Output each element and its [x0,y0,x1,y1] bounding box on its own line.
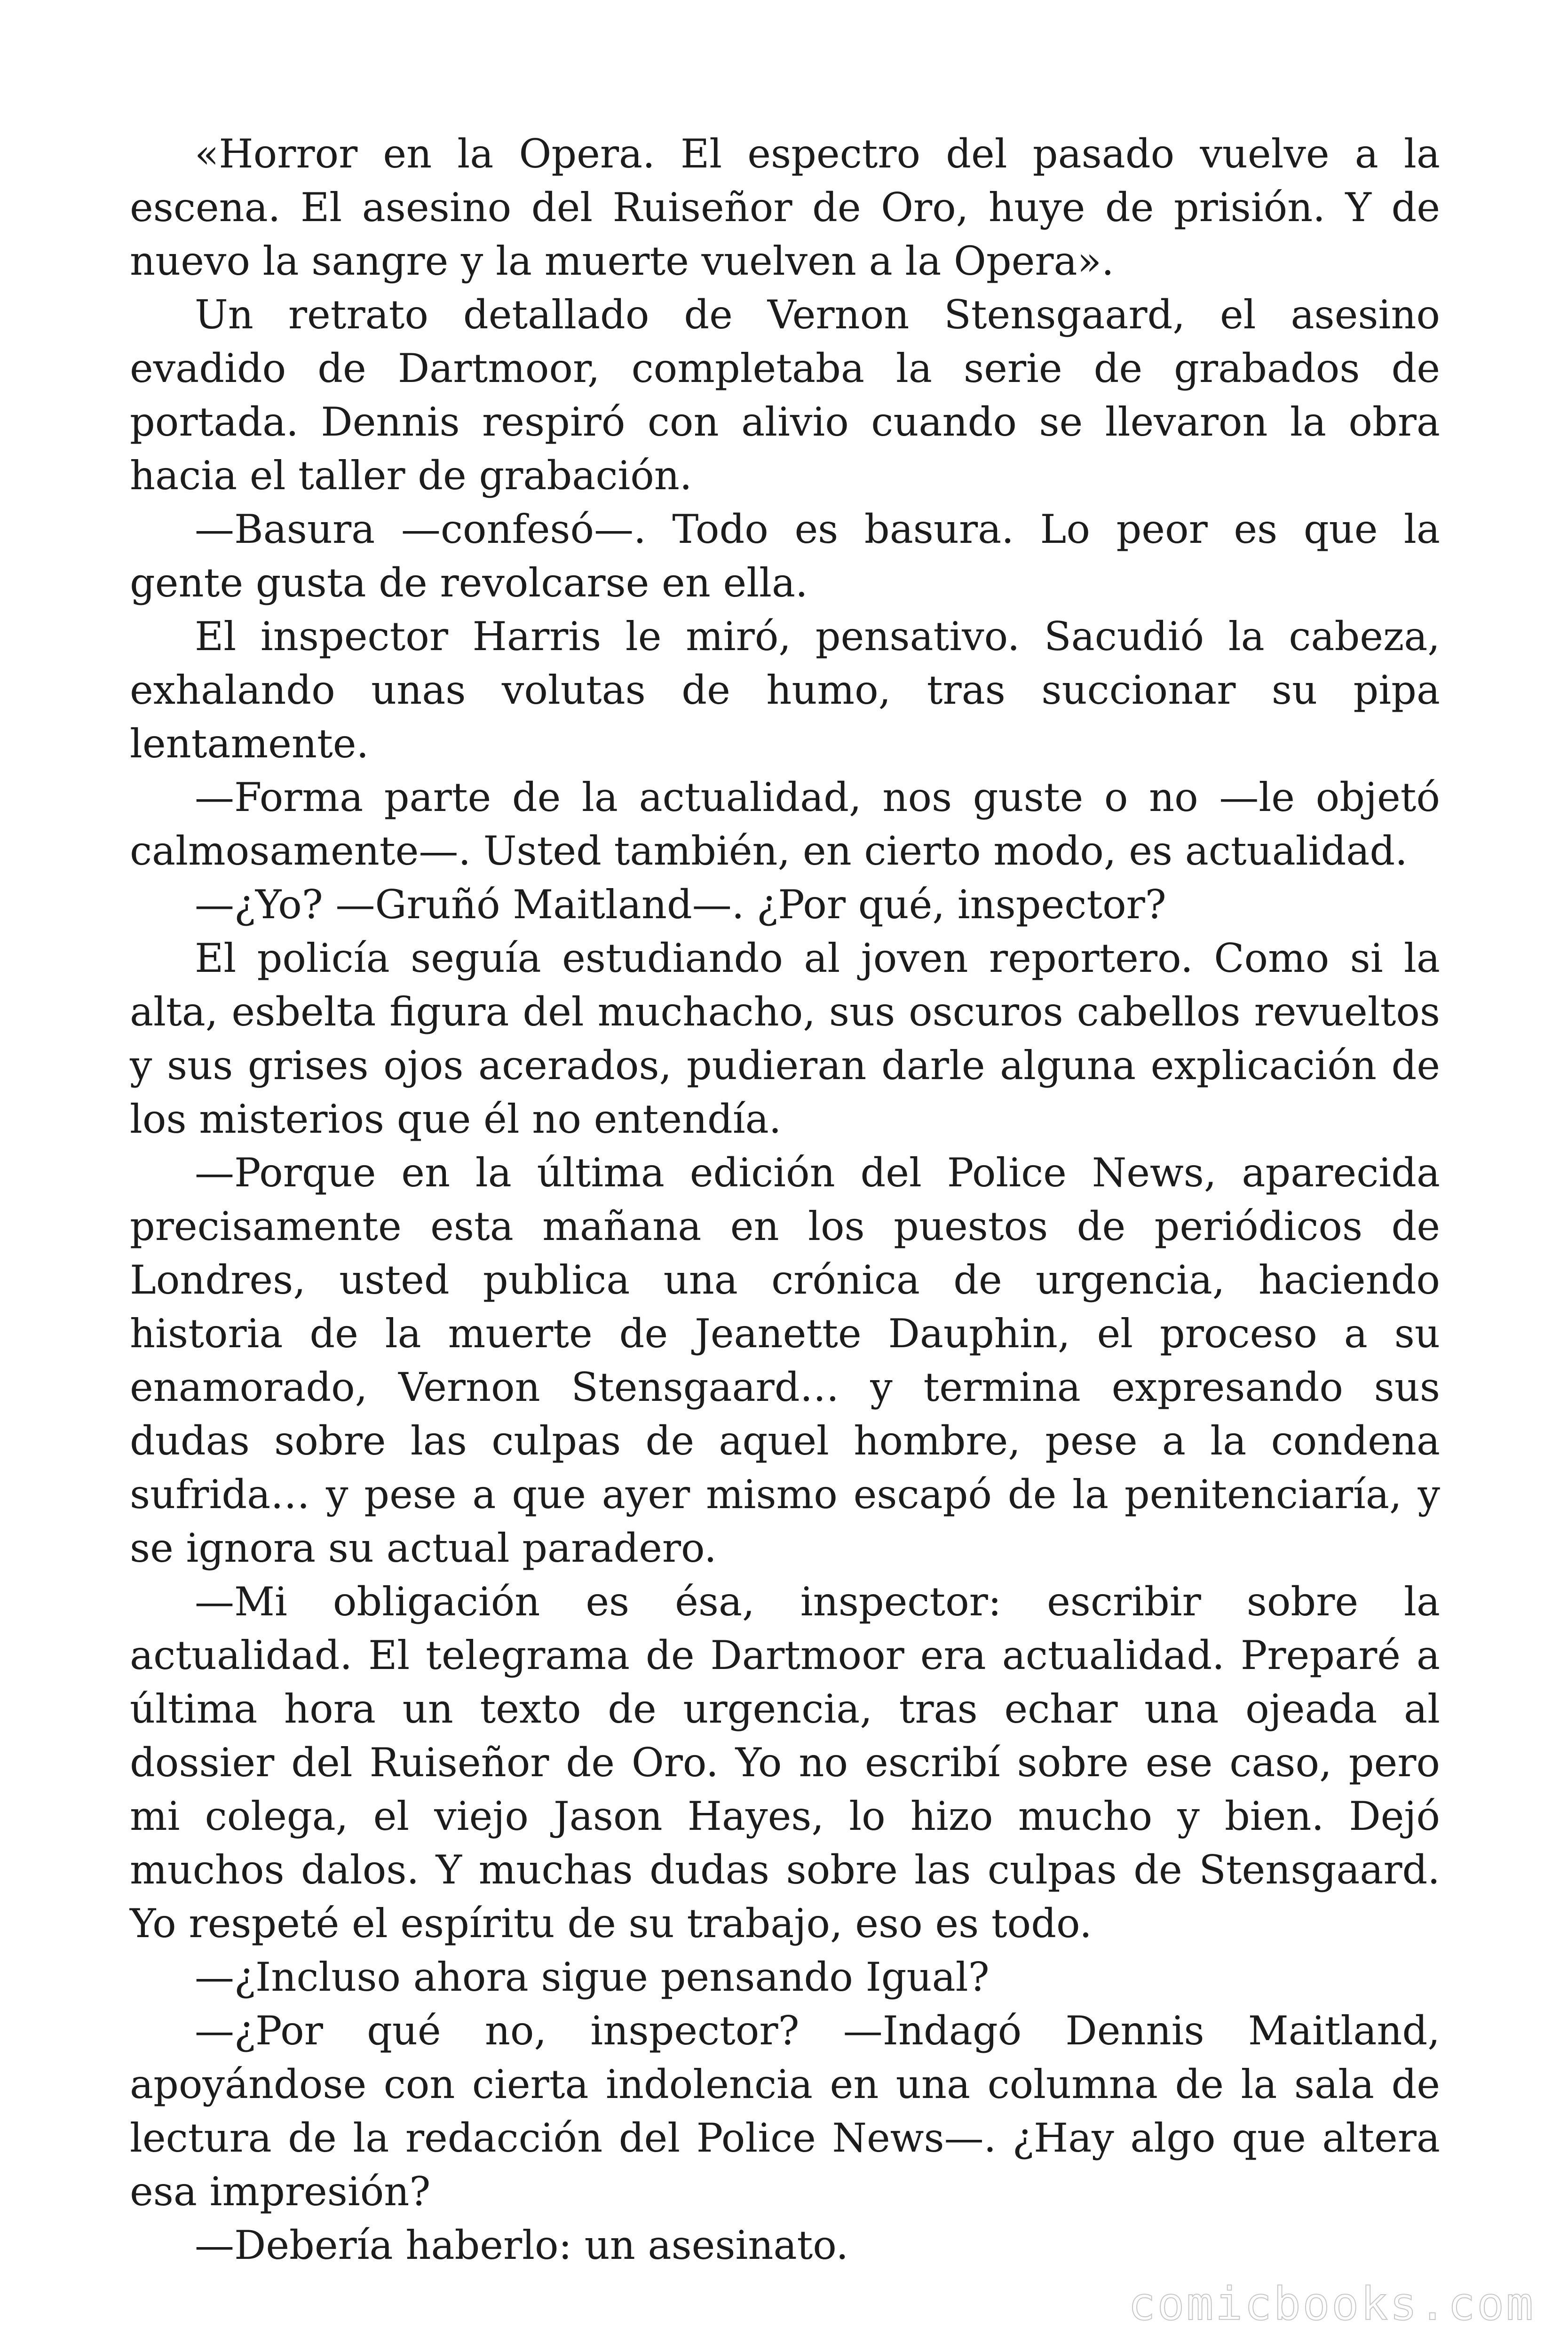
paragraph-10: —¿Incluso ahora sigue pensando Igual? [195,1954,990,2000]
paragraph-6: —¿Yo? —Gruñó Maitland—. ¿Por qué, inspector? [195,882,1166,928]
paragraph-9: —Mi obligación es ésa, inspector: escribir sobre la actualidad. El telegrama de Dartmoor era actualidad. Preparé a última hora un texto de urgencia, tras echar una ojeada al dossier del Ruiseñor de Oro. Yo no escribí sobre ese caso, pero mi colega, el viejo Jason Hayes, lo hizo mucho y bien. Dejó muchos dalos. Y muchas dudas sobre las culpas de Stensgaard. Yo respeté el espíritu de su trabajo, eso es todo. [130,1579,1440,1947]
body-text [130,127,1440,2272]
paragraph-5: —Forma parte de la actualidad, nos guste o no —le objetó calmosamente—. Usted también, en cierto modo, es actualidad. [130,774,1440,874]
paragraph-2: Un retrato detallado de Vernon Stensgaard, el asesino evadido de Dartmoor, completaba la serie de grabados de portada. Dennis respiró con alivio cuando se llevaron la obra hacia el taller de grabación. [130,292,1440,499]
paragraph-11: —¿Por qué no, inspector? —Indagó Dennis Maitland, apoyándose con cierta indolencia en una columna de la sala de lectura de la redacción del Police News—. ¿Hay algo que altera esa impresión? [130,2008,1440,2215]
paragraph-12: —Debería haberlo: un asesinato. [195,2222,849,2268]
watermark: comicbooks.com [1128,2278,1535,2330]
paragraph-3: —Basura —confesó—. Todo es basura. Lo peor es que la gente gusta de revolcarse en ella. [130,506,1440,606]
paragraph-7: El policía seguía estudiando al joven reportero. Como si la alta, esbelta figura del muchacho, sus oscuros cabellos revueltos y sus grises ojos acerados, pudieran darle alguna explicación de los misterios que él no entendía. [130,935,1440,1142]
paragraph-8: —Porque en la última edición del Police News, aparecida precisamente esta mañana en los puestos de periódicos de Londres, usted publica una crónica de urgencia, haciendo historia de la muerte de Jeanette Dauphin, el proceso a su enamorado, Vernon Stensgaard… y termina expresando sus dudas sobre las culpas de aquel hombre, pese a la condena sufrida… y pese a que ayer mismo escapó de la penitenciaría, y se ignora su actual paradero. [130,1150,1440,1571]
paragraph-1: «Horror en la Opera. El espectro del pasado vuelve a la escena. El asesino del Ruiseñor de Oro, huye de prisión. Y de nuevo la sangre y la muerte vuelven a la Opera». [130,131,1440,284]
paragraph-4: El inspector Harris le miró, pensativo. Sacudió la cabeza, exhalando unas volutas de humo, tras succionar su pipa lentamente. [130,613,1440,767]
